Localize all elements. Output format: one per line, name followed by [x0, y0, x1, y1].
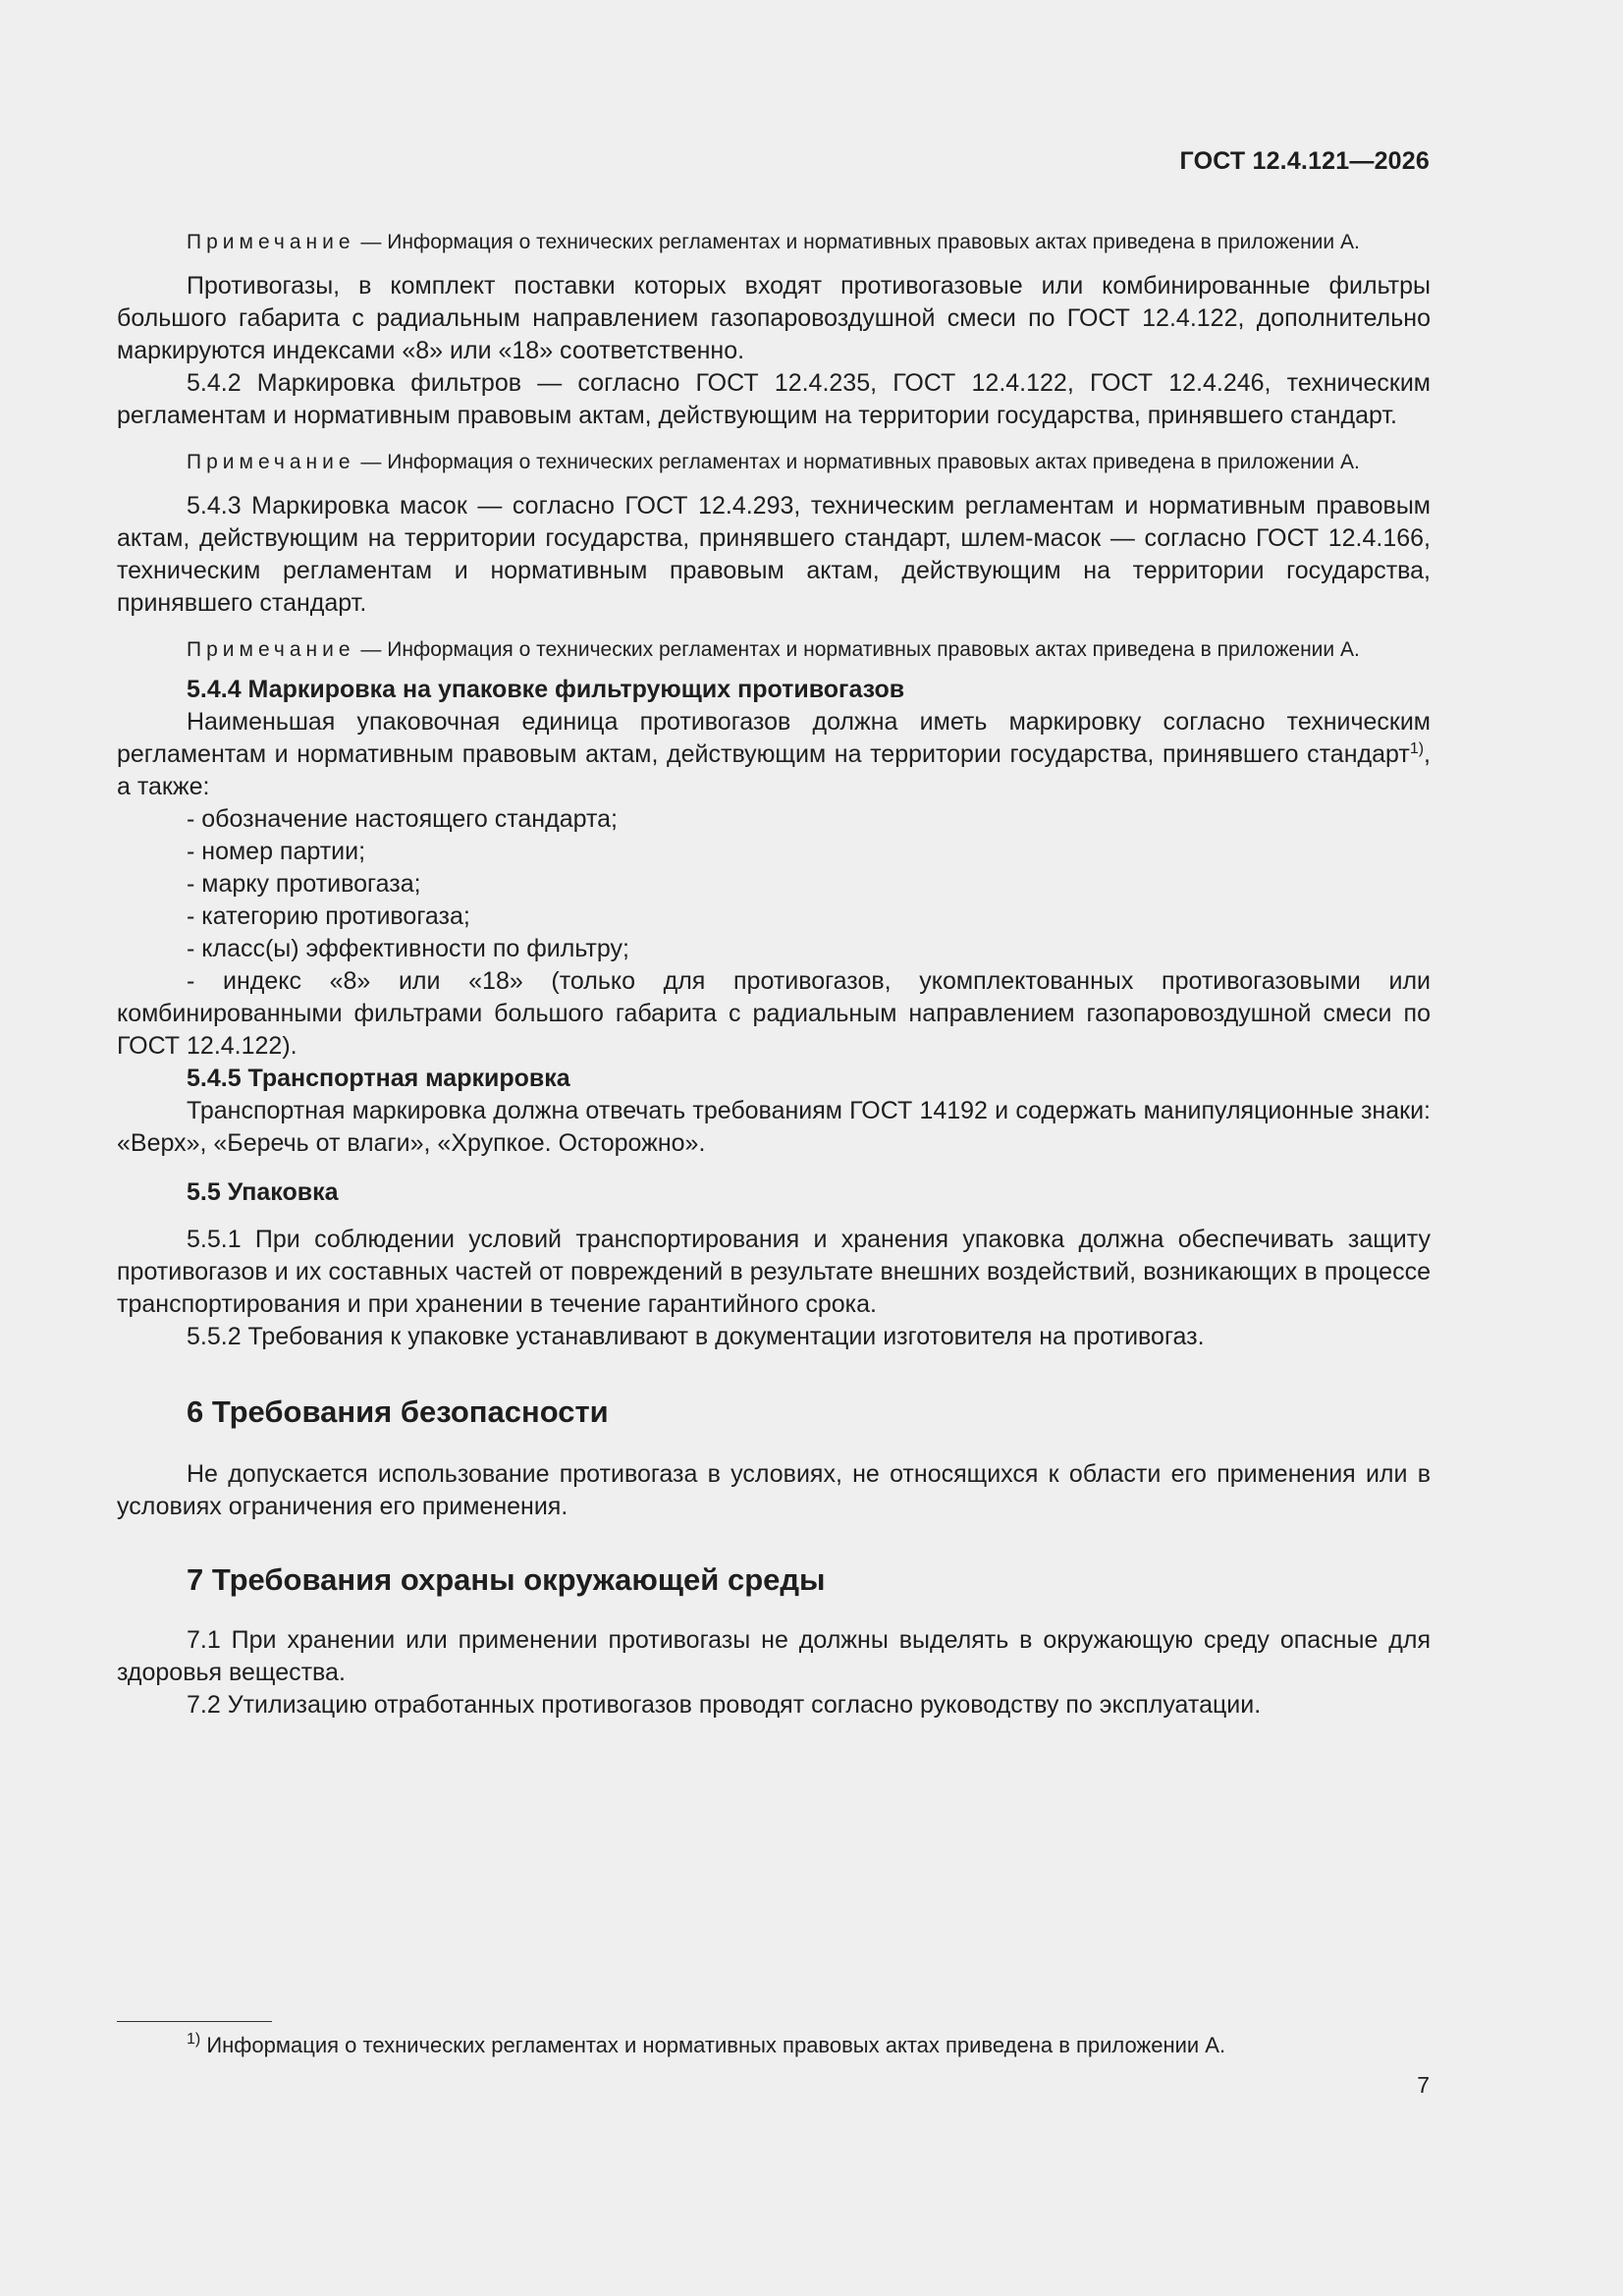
- paragraph-large-filters: Противогазы, в комплект поставки которых входят противогазовые или комбинированные фильтры большого габарита с радиальным направлением газопаровоздушной смеси по ГОСТ 12.4.122, дополнительно маркируются индексами «8» или «18» соответственно.: [117, 272, 1431, 364]
- section-7-title: 7 Требования охраны окружающей среды: [187, 1562, 826, 1597]
- note-3: [117, 635, 1431, 664]
- footnote-marker: 1): [187, 2031, 201, 2048]
- note-text: — Информация о технических регламентах и нормативных правовых актах приведена в приложении А.: [354, 231, 1360, 253]
- footnote-ref: 1): [1409, 740, 1425, 757]
- list-item: - класс(ы) эффективности по фильтру;: [187, 935, 629, 962]
- paragraph-5-4-2: 5.4.2 Маркировка фильтров — согласно ГОСТ 12.4.235, ГОСТ 12.4.122, ГОСТ 12.4.246, техническим регламентам и нормативным правовым актам, действующим на территории государства, принявшего стандарт.: [117, 369, 1431, 429]
- paragraph-5-5-1: 5.5.1 При соблюдении условий транспортирования и хранения упаковка должна обеспечивать защиту противогазов и их составных частей от повреждений в результате внешних воздействий, возникающих в процессе транспортирования и при хранении в течение гарантийного срока.: [117, 1226, 1431, 1318]
- section-6-title: 6 Требования безопасности: [187, 1394, 609, 1429]
- list-item: - обозначение настоящего стандарта;: [187, 805, 618, 833]
- note-label: Примечание: [187, 638, 355, 661]
- paragraph-5-4-5: Транспортная маркировка должна отвечать требованиям ГОСТ 14192 и содержать манипуляционные знаки: «Верх», «Беречь от влаги», «Хрупкое. Осторожно».: [117, 1097, 1431, 1157]
- list-item: - марку противогаза;: [187, 870, 421, 898]
- list-item: - номер партии;: [187, 838, 366, 865]
- paragraph-5-4-4-tail: , а также:: [117, 740, 1431, 800]
- heading-5-4-4: 5.4.4 Маркировка на упаковке фильтрующих противогазов: [187, 676, 905, 703]
- footnote: [187, 2031, 1225, 2060]
- paragraph-7-1: 7.1 При хранении или применении противогазы не должны выделять в окружающую среду опасные для здоровья вещества.: [117, 1626, 1431, 1686]
- note-label: Примечание: [187, 231, 355, 253]
- list-item: - индекс «8» или «18» (только для противогазов, укомплектованных противогазовыми или комбинированными фильтрами большого габарита с радиальным направлением газопаровоздушной смеси по ГОСТ 12.4.122).: [117, 967, 1431, 1060]
- paragraph-5-4-4-text: Наименьшая упаковочная единица противогазов должна иметь маркировку согласно техническим регламентам и нормативным правовым актам, действующим на территории государства, принявшего стандарт: [117, 708, 1431, 768]
- paragraph-7-2: 7.2 Утилизацию отработанных противогазов проводят согласно руководству по эксплуатации.: [187, 1691, 1262, 1719]
- note-text: — Информация о технических регламентах и нормативных правовых актах приведена в приложении А.: [354, 638, 1360, 661]
- marking-list: [117, 803, 1431, 1063]
- page-number: 7: [1417, 2072, 1430, 2098]
- note-2: [117, 448, 1431, 476]
- paragraph-5-5-2: 5.5.2 Требования к упаковке устанавливают в документации изготовителя на противогаз.: [187, 1323, 1205, 1350]
- note-text: — Информация о технических регламентах и нормативных правовых актах приведена в приложении А.: [354, 451, 1360, 473]
- document-code: ГОСТ 12.4.121—2026: [1179, 147, 1430, 175]
- paragraph-6: Не допускается использование противогаза в условиях, не относящихся к области его применения или в условиях ограничения его применения.: [117, 1460, 1431, 1520]
- paragraph-5-4-3: 5.4.3 Маркировка масок — согласно ГОСТ 12.4.293, техническим регламентам и нормативным правовым актам, действующим на территории государства, принявшего стандарт, шлем-масок — согласно ГОСТ 12.4.166, техническим регламентам и нормативным правовым актам, действующим на территории государства, принявшего стандарт.: [117, 492, 1431, 617]
- heading-5-4-5: 5.4.5 Транспортная маркировка: [187, 1065, 570, 1092]
- heading-5-5: 5.5 Упаковка: [187, 1178, 339, 1206]
- note-1: [117, 228, 1431, 256]
- list-item: - категорию противогаза;: [187, 902, 470, 930]
- paragraph-5-4-4: [117, 706, 1431, 803]
- footnote-text: Информация о технических регламентах и нормативных правовых актах приведена в приложении А.: [200, 2033, 1226, 2057]
- footnote-divider: [117, 2021, 272, 2022]
- note-label: Примечание: [187, 451, 355, 473]
- page-content: [117, 222, 1431, 1722]
